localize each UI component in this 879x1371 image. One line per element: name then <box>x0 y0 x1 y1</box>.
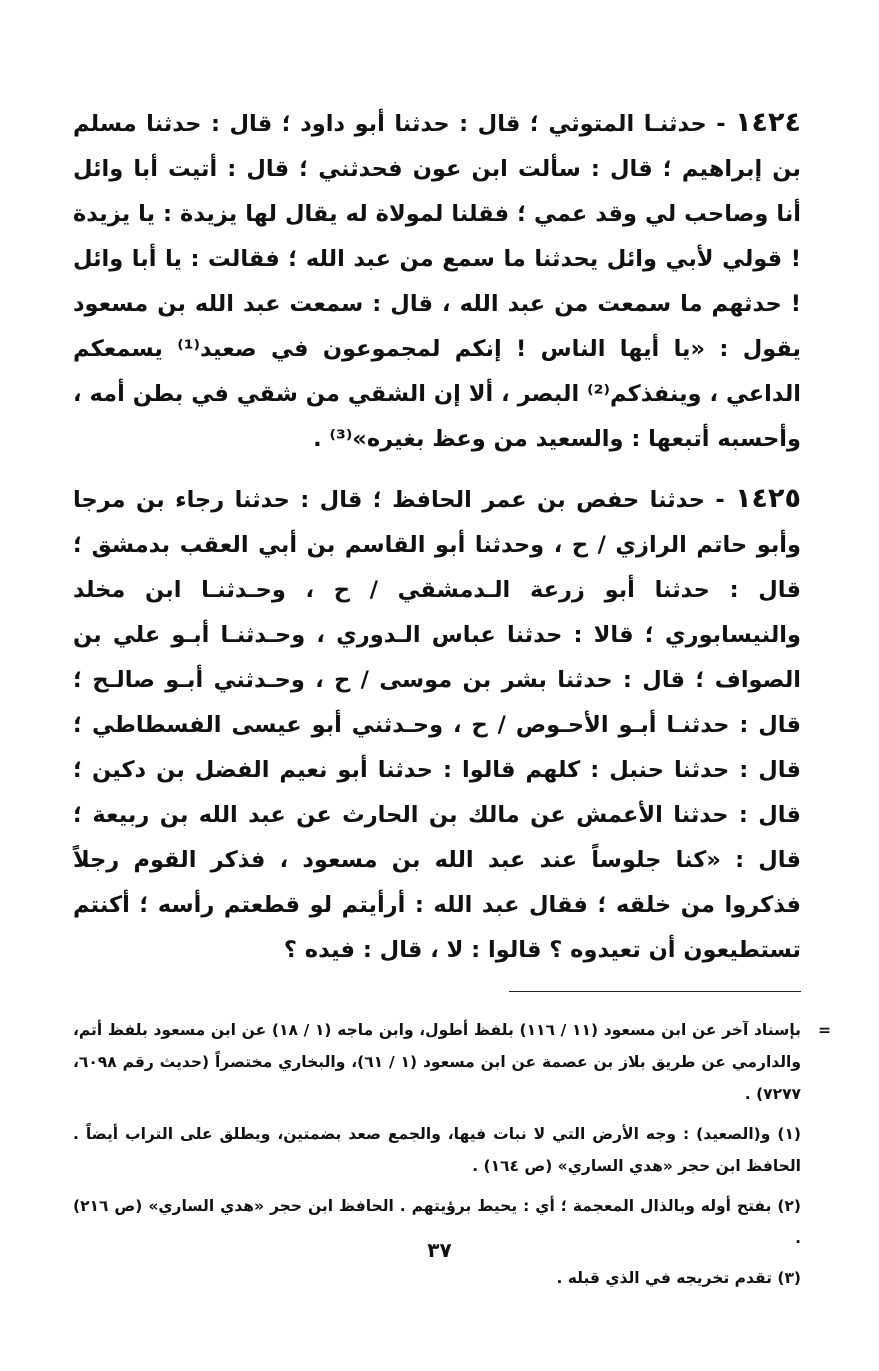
hadith-text: - حدثنا حفص بن عمر الحافظ ؛ قال : حدثنا رجاء بن مرجا وأبو حاتم الرازي / ح ، وحدثنا أبو القاسم بن أبي العقب بدمشق ؛ قال : حدثنا أبو زرعة الـدمشقي / ح ، وحـدثنـا ابن مخلد والنيسابوري ؛ قالا : حدثنا عباس الـدوري ، وحـدثنـا أبـو علي بن الصواف ؛ قال : حدثنا بشر بن موسى / ح ، وحـدثني أبـو صالـح ؛ قال : حدثنـا أبـو الأحـوص / ح ، وحـدثني أبو عيسى الفسطاطي ؛ قال : حدثنا حنبل : كلهم قالوا : حدثنا أبو نعيم الفضل بن دكين ؛ قال : حدثنا الأعمش عن مالك بن الحارث عن عبد الله بن ربيعة ؛ قال : «كنا جلوساً عند عبد الله بن مسعود ، فذكر القوم رجلاً فذكروا من خلقه ؛ فقال عبد الله : أرأيتم لو قطعتم رأسه ؛ أكنتم تستطيعون أن تعيدوه ؟ قالوا : لا ، قال : فيده ؟ <box>73 487 801 963</box>
hadith-1425 <box>73 476 801 973</box>
footnote-3: (٣) تقدم تخريجه في الذي قبله . <box>556 1269 801 1287</box>
page-body <box>73 100 831 1302</box>
footnote-separator <box>509 991 801 992</box>
footnote-1: (١) و(الصعيد) : وجه الأرض التي لا نبات فيها، والجمع صعد بضمتين، ويطلق على التراب أيضاً . الحافظ ابن حجر «هدي الساري» (ص ١٦٤) . <box>73 1125 801 1175</box>
hadith-number: ١٤٢٥ <box>735 483 801 514</box>
footnote-continuation-text: بإسناد آخر عن ابن مسعود (١١ / ١١٦) بلفظ أطول، وابن ماجه (١ / ١٨) عن ابن مسعود بلفظ أتم، والدارمي عن طريق بلاز بن عصمة عن ابن مسعود (١ / ٦١)، والبخاري مختصراً (حديث رقم ٦٠٩٨، ٧٢٧٧) . <box>73 1021 801 1103</box>
hadith-1424 <box>73 100 801 462</box>
footnote-2: (٢) بفتح أوله وبالذال المعجمة ؛ أي : يحيط برؤيتهم . الحافظ ابن حجر «هدي الساري» (ص ٢١٦) . <box>73 1197 801 1247</box>
footnote-continuation <box>73 1014 831 1110</box>
page-number: ٣٧ <box>427 1238 452 1262</box>
continuation-mark: = <box>818 1021 831 1039</box>
hadith-number: ١٤٢٤ <box>735 107 801 138</box>
hadith-text: - حدثنـا المتوثي ؛ قال : حدثنا أبو داود ؛ قال : حدثنا مسلم بن إبراهيم ؛ قال : سألت ابن عون فحدثني ؛ قال : أتيت أبا وائل أنا وصاحب لي وقد عمي ؛ فقلنا لمولاة له يقال لها يزيدة : يا يزيدة ! قولي لأبي وائل يحدثنا ما سمع من عبد الله ؛ فقالت : يا أبا وائل ! حدثهم ما سمعت من عبد الله ، قال : سمعت عبد الله بن مسعود يقول : «يا أيها الناس ! إنكم لمجموعون في صعيد⁽¹⁾ يسمعكم الداعي ، وينفذكم⁽²⁾ البصر ، ألا إن الشقي من شقي في بطن أمه ، وأحسبه أتبعها : والسعيد من وعظ بغيره»⁽³⁾ . <box>73 111 801 452</box>
